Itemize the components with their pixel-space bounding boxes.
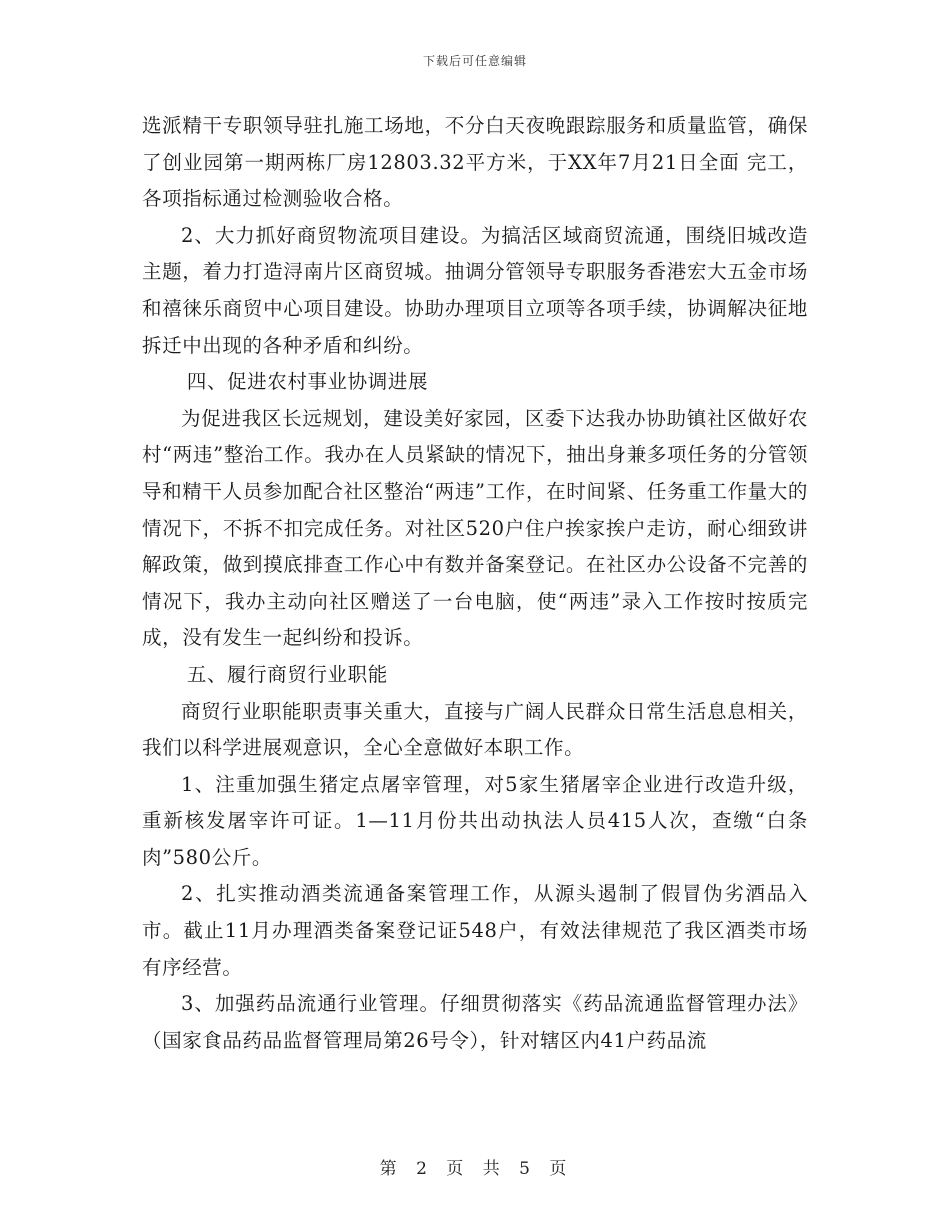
paragraph-commerce-duties: 商贸行业职能职责事关重大，直接与广阔人民群众日常生活息息相关，我们以科学进展观意识，全心全意做好本职工作。 — [142, 699, 808, 760]
paragraph-continuation: 选派精干专职领导驻扎施工场地，不分白天夜晚跟踪服务和质量监管，确保了创业园第一期两栋厂房12803.32平方米，于XX年7月21日全面 完工，各项指标通过检测验收合格。 — [142, 114, 808, 211]
document-body — [142, 108, 808, 1059]
section-heading-rural: 四、促进农村事业协调进展 — [186, 370, 429, 394]
paragraph-liquor-filing: 2、扎实推动酒类流通备案管理工作，从源头遏制了假冒伪劣酒品入市。截止11月办理酒类备案登记证548户，有效法律规范了我区酒类市场有序经营。 — [142, 882, 808, 979]
paragraph-rural-development: 为促进我区长远规划，建设美好家园，区委下达我办协助镇社区做好农村“两违”整治工作。我办在人员紧缺的情况下，抽出身兼多项任务的分管领导和精干人员参加配合社区整治“两违”工作，在时间紧、任务重工作量大的情况下，不拆不扣完成任务。对社区520户住户挨家挨户走访，耐心细致讲解政策，做到摸底排查工作心中有数并备案登记。在社区办公设备不完善的情况下，我办主动向社区赠送了一台电脑，使“两违”录入工作按时按质完成，没有发生一起纠纷和投诉。 — [142, 406, 808, 650]
paragraph-pig-slaughter: 1、注重加强生猪定点屠宰管理，对5家生猪屠宰企业进行改造升级，重新核发屠宰许可证。1—11月份共出动执法人员415人次，查缴“白条肉”580公斤。 — [142, 772, 808, 869]
paragraph-commerce-logistics: 2、大力抓好商贸物流项目建设。为搞活区域商贸流通，围绕旧城改造主题，着力打造浔南片区商贸城。抽调分管领导专职服务香港宏大五金市场和禧徕乐商贸中心项目建设。协助办理项目立项等各项手续，协调解决征地拆迁中出现的各种矛盾和纠纷。 — [142, 223, 808, 357]
section-heading-commerce-duties: 五、履行商贸行业职能 — [186, 662, 388, 686]
page-header: 下载后可任意编辑 — [422, 54, 527, 68]
page-number: 第 2 页 共 5 页 — [379, 1159, 571, 1179]
paragraph-drug-circulation: 3、加强药品流通行业管理。仔细贯彻落实《药品流通监督管理办法》（国家食品药品监督管理局第26号令），针对辖区内41户药品流 — [142, 992, 808, 1052]
